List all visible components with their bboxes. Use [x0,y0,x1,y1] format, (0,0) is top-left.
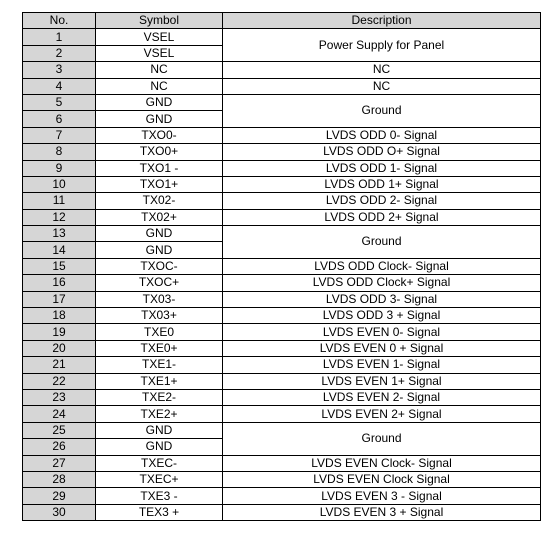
symbol-cell: TXE1- [96,357,223,373]
symbol-cell: TXE2+ [96,406,223,422]
table-row [23,193,541,209]
pin-number-cell: 26 [23,439,96,455]
table-row [23,357,541,373]
symbol-cell: TXO1+ [96,176,223,192]
symbol-cell: NC [96,62,223,78]
pin-number-cell: 25 [23,422,96,438]
table-row [23,324,541,340]
description-cell: LVDS ODD Clock+ Signal [223,275,541,291]
table-row [23,422,541,438]
table-row [23,160,541,176]
pin-number-cell: 22 [23,373,96,389]
pin-number-cell: 29 [23,488,96,504]
pin-number-cell: 28 [23,471,96,487]
pin-number-cell: 8 [23,144,96,160]
table-row [23,176,541,192]
symbol-cell: TXO1 - [96,160,223,176]
symbol-cell: TX02+ [96,209,223,225]
description-cell: LVDS EVEN 0- Signal [223,324,541,340]
pin-number-cell: 18 [23,308,96,324]
pin-number-cell: 1 [23,29,96,45]
pin-number-cell: 15 [23,258,96,274]
pin-number-cell: 21 [23,357,96,373]
table-row [23,94,541,110]
description-cell: LVDS ODD 1- Signal [223,160,541,176]
table-row [23,389,541,405]
symbol-cell: GND [96,226,223,242]
symbol-cell: GND [96,94,223,110]
pin-number-cell: 27 [23,455,96,471]
pin-number-cell: 20 [23,340,96,356]
pin-number-cell: 19 [23,324,96,340]
symbol-cell: TX03- [96,291,223,307]
description-cell: LVDS ODD 2- Signal [223,193,541,209]
symbol-cell: TEX3 + [96,504,223,520]
table-row [23,340,541,356]
description-cell: LVDS EVEN 2+ Signal [223,406,541,422]
symbol-cell: TXE0 [96,324,223,340]
table-row [23,62,541,78]
table-row [23,504,541,520]
description-cell: NC [223,78,541,94]
description-cell: NC [223,62,541,78]
pin-number-cell: 30 [23,504,96,520]
table-row [23,455,541,471]
symbol-cell: GND [96,111,223,127]
table-row [23,308,541,324]
header-symbol: Symbol [96,13,223,29]
description-cell: LVDS ODD 3 + Signal [223,308,541,324]
description-cell: LVDS EVEN 2- Signal [223,389,541,405]
table-row [23,275,541,291]
pin-number-cell: 10 [23,176,96,192]
symbol-cell: TXO0- [96,127,223,143]
pin-number-cell: 23 [23,389,96,405]
symbol-cell: TXE0+ [96,340,223,356]
symbol-cell: VSEL [96,29,223,45]
table-row [23,373,541,389]
symbol-cell: NC [96,78,223,94]
table-row [23,144,541,160]
symbol-cell: GND [96,242,223,258]
description-cell: Ground [223,226,541,259]
table-row [23,209,541,225]
pin-number-cell: 9 [23,160,96,176]
description-cell: LVDS EVEN Clock Signal [223,471,541,487]
symbol-cell: TXO0+ [96,144,223,160]
header-description: Description [223,13,541,29]
symbol-cell: VSEL [96,45,223,61]
table-header-row [23,13,541,29]
pin-number-cell: 17 [23,291,96,307]
description-cell: LVDS ODD O+ Signal [223,144,541,160]
pin-number-cell: 3 [23,62,96,78]
pin-number-cell: 2 [23,45,96,61]
symbol-cell: TXOC- [96,258,223,274]
symbol-cell: TX03+ [96,308,223,324]
header-no: No. [23,13,96,29]
table-row [23,127,541,143]
pin-number-cell: 4 [23,78,96,94]
table-row [23,471,541,487]
pin-number-cell: 12 [23,209,96,225]
symbol-cell: TX02- [96,193,223,209]
symbol-cell: GND [96,422,223,438]
symbol-cell: GND [96,439,223,455]
table-row [23,29,541,45]
symbol-cell: TXE1+ [96,373,223,389]
description-cell: Ground [223,422,541,455]
description-cell: LVDS EVEN 1- Signal [223,357,541,373]
description-cell: Power Supply for Panel [223,29,541,62]
symbol-cell: TXEC+ [96,471,223,487]
description-cell: LVDS ODD 2+ Signal [223,209,541,225]
description-cell: LVDS EVEN Clock- Signal [223,455,541,471]
pin-number-cell: 16 [23,275,96,291]
description-cell: LVDS EVEN 3 + Signal [223,504,541,520]
pin-number-cell: 14 [23,242,96,258]
pin-number-cell: 13 [23,226,96,242]
pin-number-cell: 6 [23,111,96,127]
description-cell: LVDS ODD 3- Signal [223,291,541,307]
description-cell: LVDS ODD Clock- Signal [223,258,541,274]
table-row [23,406,541,422]
table-row [23,78,541,94]
table-row [23,291,541,307]
description-cell: LVDS EVEN 1+ Signal [223,373,541,389]
symbol-cell: TXEC- [96,455,223,471]
description-cell: LVDS EVEN 0 + Signal [223,340,541,356]
table-row [23,258,541,274]
table-row [23,488,541,504]
description-cell: LVDS ODD 0- Signal [223,127,541,143]
description-cell: Ground [223,94,541,127]
pin-number-cell: 7 [23,127,96,143]
pin-number-cell: 24 [23,406,96,422]
symbol-cell: TXE3 - [96,488,223,504]
symbol-cell: TXE2- [96,389,223,405]
pin-number-cell: 11 [23,193,96,209]
description-cell: LVDS ODD 1+ Signal [223,176,541,192]
table-body [23,29,541,521]
description-cell: LVDS EVEN 3 - Signal [223,488,541,504]
pin-assignment-table [22,12,541,521]
pin-number-cell: 5 [23,94,96,110]
table-row [23,226,541,242]
symbol-cell: TXOC+ [96,275,223,291]
